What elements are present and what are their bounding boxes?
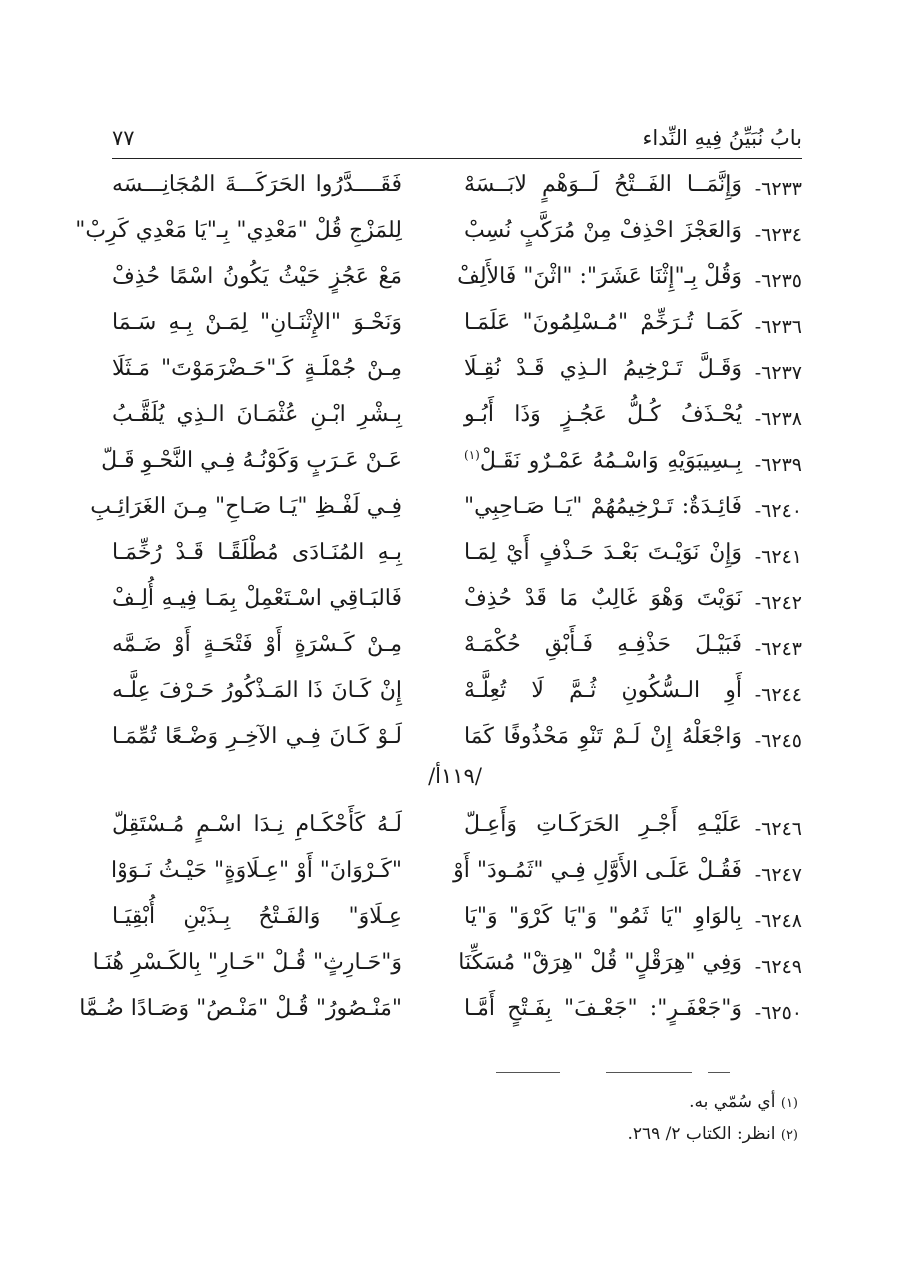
verse-first-hemistich: وَقَـلَّ تَـرْخِيمُ الـذِي قَـدْ نُقِـلَا <box>464 356 742 381</box>
page-number: ٧٧ <box>112 126 135 150</box>
verse-number: ٦٢٤٦- <box>754 818 802 840</box>
verse-first-hemistich: فَائِـدَةٌ: تَـرْخِيمُهُمْ "يَـا صَـاحِبِي" <box>464 494 742 519</box>
footnote-rule <box>496 1072 560 1073</box>
verse-6240 <box>90 494 802 534</box>
verse-6248 <box>112 904 802 944</box>
verse-second-hemistich: لِلمَزْجِ قُلْ "مَعْدِي" بِـ"يَا مَعْدِي كَرِبْ" <box>75 218 402 243</box>
verse-second-hemistich: فَالبَـاقِي اسْـتَعْمِلْ بِمَـا فِيـهِ أُلِـفْ <box>112 586 402 611</box>
verse-second-hemistich: وَ"حَـارِثٍ" قُـلْ "حَـارِ" بِالكَـسْرِ هُنَـا <box>92 950 402 975</box>
verse-6243 <box>112 632 802 672</box>
footnote-rule <box>708 1072 730 1073</box>
verse-number: ٦٢٤٩- <box>754 956 802 978</box>
footnote-text: انظر: الكتاب ٢/ ٢٦٩. <box>627 1124 776 1144</box>
page-header <box>112 126 802 156</box>
verse-second-hemistich: فِـي لَفْـظِ "يَـا صَـاحِ" مِـنَ الغَرَائِـبِ <box>90 494 402 519</box>
verse-6247 <box>112 858 802 898</box>
verse-6234 <box>75 218 802 258</box>
verse-6241 <box>112 540 802 580</box>
footnote-rule <box>606 1072 692 1073</box>
verse-number: ٦٢٣٤- <box>754 224 802 246</box>
verse-second-hemistich: مِـنْ جُمْلَـةٍ كَـ"حَـضْرَمَوْتَ" مَـثَلَا <box>112 356 402 381</box>
verse-second-hemistich: مِـنْ كَـسْرَةٍ أَوْ فَتْحَـةٍ أَوْ ضَـمَّه <box>112 632 402 657</box>
verse-first-hemistich: نَوَيْتَ وَهْوَ غَالِبٌ مَا قَدْ حُذِفْ <box>464 586 742 611</box>
verse-first-hemistich: عَلَيْـهِ أَجْـرِ الحَرَكَـاتِ وَأَعِـلّ <box>464 812 742 837</box>
folio-marker: /١١٩أ/ <box>428 764 482 788</box>
verse-number: ٦٢٥٠- <box>754 1002 802 1024</box>
verse-first-hemistich: وَالعَجْزَ احْذِفْ مِنْ مُرَكَّبٍ نُسِبْ <box>464 218 742 243</box>
verse-number: ٦٢٤٤- <box>754 684 802 706</box>
verse-second-hemistich: بِـشْرِ ابْـنِ عُثْمَـانَ الـذِي يُلَقَّـبُ <box>112 402 402 427</box>
footnote-mark: (١) <box>780 1096 798 1111</box>
verse-6242 <box>112 586 802 626</box>
verse-second-hemistich: وَنَحْـوَ "الإِثْنَـانِ" لِمَـنْ بِـهِ سَـمَا <box>112 310 402 335</box>
verse-6236 <box>112 310 802 350</box>
verse-first-hemistich: وَاجْعَلْهُ إِنْ لَـمْ تَنْوِ مَحْذُوفًا كَمَا <box>464 724 742 749</box>
verse-second-hemistich: بِـهِ المُنَـادَى مُطْلَقًـا قَـدْ رُخِّمَـا <box>112 540 402 565</box>
verse-number: ٦٢٤٢- <box>754 592 802 614</box>
verse-first-hemistich: بِالوَاوِ "يَا ثَمُو" وَ"يَا كَرْوَ" وَ"يَا <box>464 904 742 929</box>
verse-6244 <box>112 678 802 718</box>
verse-second-hemistich: مَعْ عَجُزٍ حَيْثُ يَكُونُ اسْمًا حُذِفْ <box>112 264 402 289</box>
verse-first-hemistich: فَقُـلْ عَلَـى الأَوَّلِ فِـي "ثَمُـودَ" أَوْ <box>453 858 742 883</box>
verse-number: ٦٢٣٦- <box>754 316 802 338</box>
verse-first-hemistich: وَقُلْ بِـ"إِثْنَا عَشَرَ": "اثْنَ" فَالأَلِفْ <box>457 264 742 289</box>
verse-second-hemistich: لَـهُ كَأَحْكَـامِ نِـدَا اسْـمٍ مُـسْتَقِلّ <box>112 812 402 837</box>
verse-first-hemistich: أَوِ الـسُّكُونِ ثُـمَّ لَا تُعِلَّـهْ <box>464 678 742 703</box>
verse-second-hemistich: فَقَــــدَّرُوا الحَرَكَـــةَ المُجَانِـــسَه <box>112 172 402 197</box>
footnote-reference[interactable]: (١) <box>464 448 480 462</box>
header-rule <box>112 158 802 159</box>
verse-first-hemistich: وَفِي "هِرَقْلٍ" قُلْ "هِرَقْ" مُسَكِّنَا <box>458 950 742 975</box>
verse-number: ٦٢٤٥- <box>754 730 802 752</box>
verse-first-hemistich: وَإِنْ نَوَيْـتَ بَعْـدَ حَـذْفٍ أَيْ لِمَـا <box>464 540 742 565</box>
verse-first-hemistich <box>464 448 742 473</box>
verse-text: بِـسِيبَوَيْهِ وَاسْـمُهُ عَمْـرٌو نَقَـلْ <box>479 448 742 474</box>
verse-first-hemistich: كَمَـا تُـرَخِّمْ "مُـسْلِمُونَ" عَلَمَـا <box>464 310 742 335</box>
verse-second-hemistich: عِـلَاوَ" وَالفَـتْحُ بِـذَيْنِ أُبْقِيَـا <box>112 904 402 929</box>
footnote-mark: (٢) <box>780 1128 798 1143</box>
verse-number: ٦٢٣٥- <box>754 270 802 292</box>
verse-second-hemistich: "مَنْـصُورُ" قُـلْ "مَنْـصُ" وَصَـادًا ضُـمَّا <box>79 996 402 1021</box>
footnote-1 <box>689 1092 798 1112</box>
chapter-title: بابُ نُبَيِّنُ فِيهِ النِّداء <box>642 126 802 150</box>
footnote-text: أي سُمّي به. <box>689 1092 776 1112</box>
verse-6235 <box>112 264 802 304</box>
verse-6245 <box>112 724 802 764</box>
verse-6237 <box>112 356 802 396</box>
verse-6239 <box>101 448 802 488</box>
verse-second-hemistich: لَـوْ كَـانَ فِـي الآخِـرِ وَضْـعًا تُمِّمَـا <box>112 724 402 749</box>
verse-second-hemistich: إِنْ كَـانَ ذَا المَـذْكُورُ حَـرْفَ عِلَّـه <box>112 678 402 703</box>
verse-number: ٦٢٣٧- <box>754 362 802 384</box>
verse-6246 <box>112 812 802 852</box>
verse-first-hemistich: وَ"جَعْفَـرٍ": "جَعْـفَ" بِفَـتْحٍ أَمَّـا <box>464 996 742 1021</box>
verse-number: ٦٢٤٣- <box>754 638 802 660</box>
verse-second-hemistich: عَـنْ عَـرَبٍ وَكَوْنُـهُ فِـي النَّحْـوِ قَـلّ <box>101 448 402 473</box>
verse-number: ٦٢٣٣- <box>754 178 802 200</box>
verse-number: ٦٢٤١- <box>754 546 802 568</box>
verse-6238 <box>112 402 802 442</box>
verse-number: ٦٢٤٨- <box>754 910 802 932</box>
verse-6233 <box>112 172 802 212</box>
verse-number: ٦٢٤٧- <box>754 864 802 886</box>
verse-second-hemistich: "كَـرْوَانَ" أَوْ "عِـلَاوَةٍ" حَيْـثُ نَـوَوْا <box>111 858 402 883</box>
verse-number: ٦٢٤٠- <box>754 500 802 522</box>
verse-6250 <box>79 996 802 1036</box>
verse-first-hemistich: فَبَيْـلَ حَذْفِـهِ فَـأَبْقِ حُكْمَـهْ <box>464 632 742 657</box>
verse-number: ٦٢٣٩- <box>754 454 802 476</box>
verse-first-hemistich: يُحْـذَفُ كُـلُّ عَجُـزٍ وَذَا أَبُـو <box>464 402 742 427</box>
verse-number: ٦٢٣٨- <box>754 408 802 430</box>
verse-first-hemistich: وَإِنَّمَــا الفَــتْحُ لَــوَهْمٍ لابَــسَهْ <box>464 172 742 197</box>
verse-6249 <box>92 950 802 990</box>
footnote-2 <box>627 1124 798 1144</box>
